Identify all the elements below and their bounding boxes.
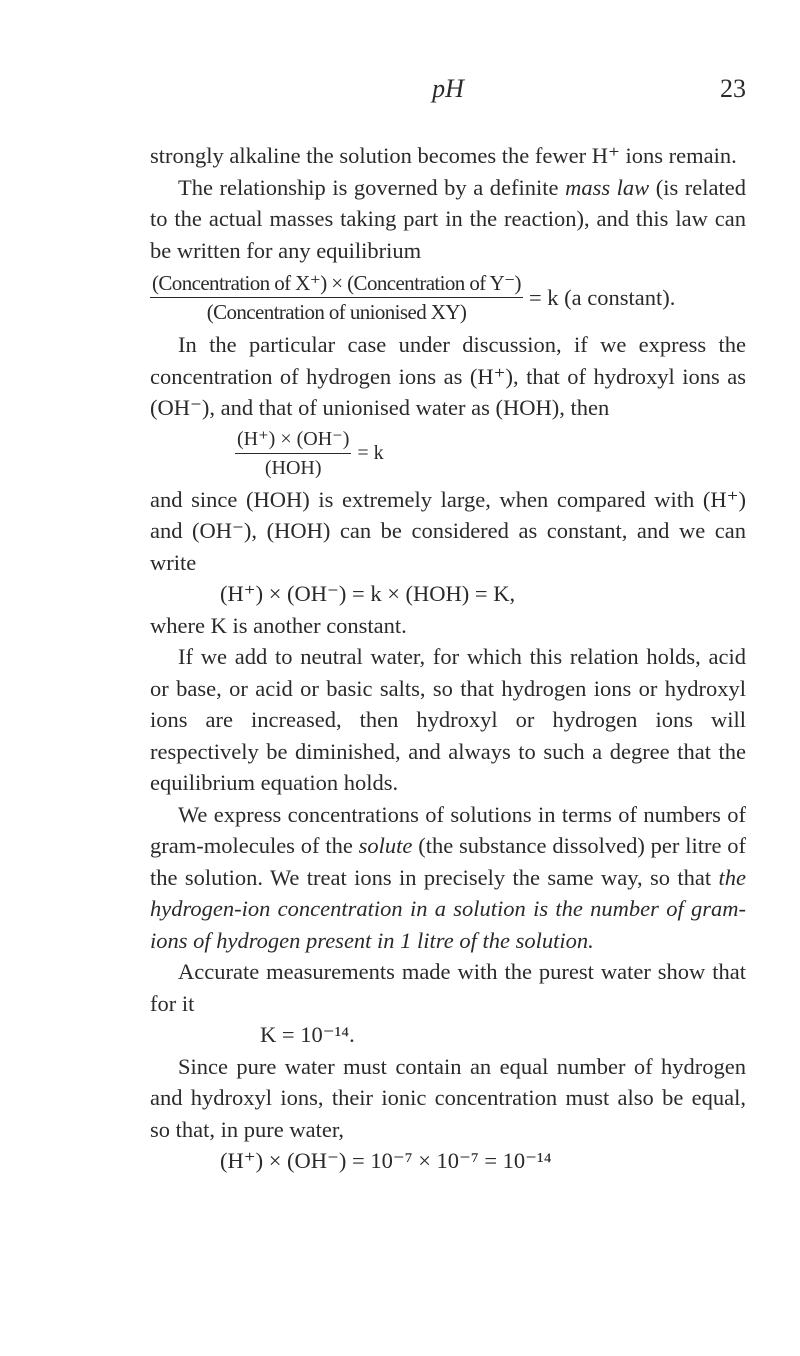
text-span: The relationship is governed by a definite — [178, 174, 566, 200]
equation-rhs: = k (a constant). — [528, 284, 676, 310]
fraction — [150, 269, 523, 326]
equation-pure-water-product: (H⁺) × (OH⁻) = 10⁻⁷ × 10⁻⁷ = 10⁻¹⁴ — [220, 1148, 552, 1173]
paragraph-add-acid-base: If we add to neutral water, for which this relation holds, acid or base, or acid or basic salts, so that hydrogen ions or hydroxyl ions are increased, then hydroxyl or hydrogen ions will respectively be diminished, and always to such a degree that the equilibrium equation holds. — [150, 644, 746, 795]
equation-general-equilibrium — [150, 266, 746, 329]
page-header — [150, 74, 746, 104]
paragraph-k-constant: where K is another constant. — [150, 612, 407, 638]
paragraph-pure-water: Since pure water must contain an equal number of hydrogen and hydroxyl ions, their ionic concentration must also be equal, so that, in pure water, — [150, 1053, 746, 1142]
equation-water-equilibrium — [150, 424, 746, 484]
emphasis-definition: the hydrogen-ion concentration in a solution is the number of gram-ions of hydrogen present in 1 litre of the solution. — [150, 864, 746, 953]
paragraph-hoh-constant: and since (HOH) is extremely large, when compared with (H⁺) and (OH⁻), (HOH) can be considered as constant, and we can write — [150, 486, 746, 575]
paragraph-concentration-definition — [150, 799, 746, 957]
running-head: pH — [432, 74, 464, 103]
page-number: 23 — [720, 74, 746, 103]
fraction-numerator: (H⁺) × (OH⁻) — [235, 425, 351, 454]
equation-ionic-product: (H⁺) × (OH⁻) = k × (HOH) = K, — [220, 581, 516, 606]
emphasis-solute: solute — [358, 833, 413, 858]
fraction-denominator: (Concentration of unionised XY) — [206, 300, 467, 324]
paragraph-particular-case: In the particular case under discussion, if we express the concentration of hydrogen ions as (H⁺), that of hydroxyl ions as (OH⁻), and that of unionised water as (HOH), then — [150, 332, 746, 420]
equation-k-value: K = 10⁻¹⁴. — [260, 1022, 355, 1047]
paragraph-measurements: Accurate measurements made with the purest water show that for it — [150, 959, 746, 1016]
paragraph-continuation: strongly alkaline the solution becomes the fewer H⁺ ions remain. — [150, 143, 737, 168]
fraction-denominator: (HOH) — [264, 457, 322, 479]
text-span: (the substance dissolved) per litre of the solution. We treat ions in precisely the same way, so that — [150, 833, 746, 890]
body-text — [150, 140, 746, 1177]
emphasis-mass-law: mass law — [565, 174, 650, 200]
text-span: (is related to the actual masses taking part in the reaction), and this law can be written for any equilibrium — [150, 174, 746, 263]
paragraph-mass-law — [150, 172, 746, 267]
fraction-numerator: (Concentration of X⁺) × (Concentration of Y⁻) — [150, 269, 523, 298]
text-span: We express concentrations of solutions in terms of numbers of gram-molecules of the — [150, 801, 746, 858]
fraction — [235, 425, 351, 482]
equation-rhs: = k — [357, 441, 384, 464]
